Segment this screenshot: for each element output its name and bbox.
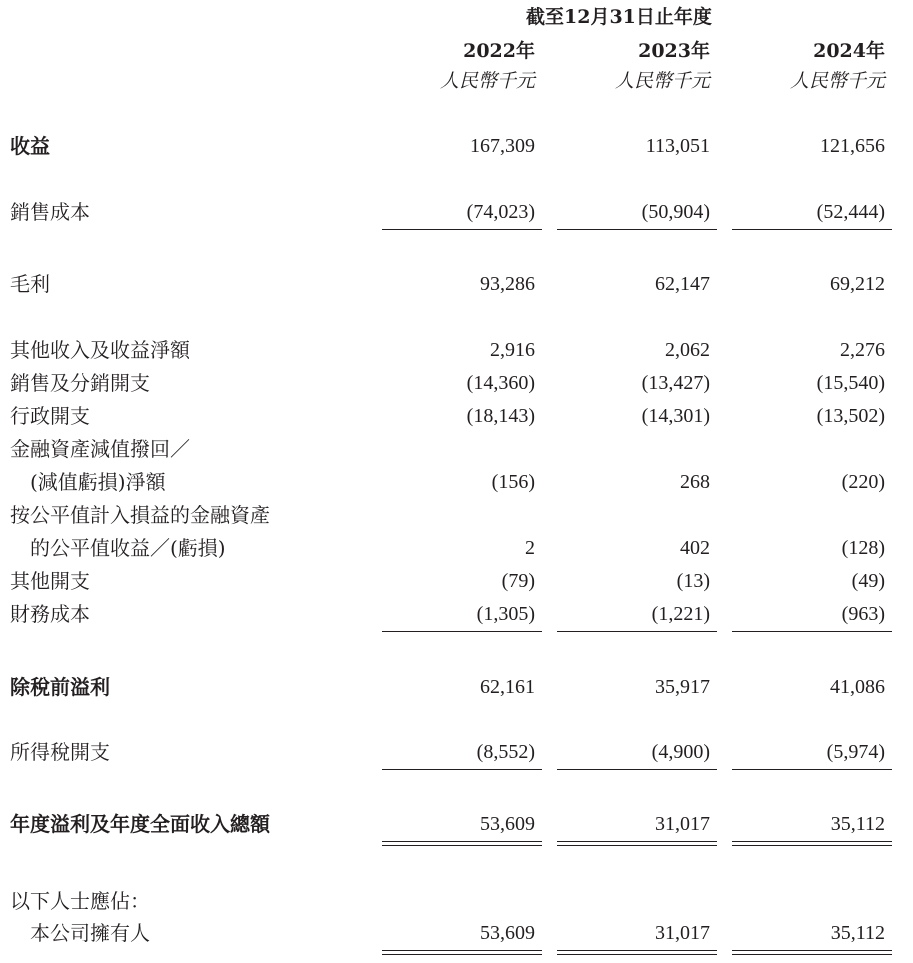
row-label: 年度溢利及年度全面收入總額 bbox=[10, 812, 270, 836]
value-2022: 53,609 bbox=[480, 922, 535, 944]
row-owners-of-company bbox=[0, 918, 913, 948]
row-other-income bbox=[0, 335, 913, 365]
row-other-expenses bbox=[0, 566, 913, 596]
total-double-rule bbox=[557, 950, 717, 955]
value-2022: 93,286 bbox=[480, 273, 535, 295]
value-2022: (156) bbox=[491, 471, 535, 493]
row-profit-before-tax bbox=[0, 672, 913, 702]
value-2023: (1,221) bbox=[651, 603, 710, 625]
row-label: 金融資產減值撥回／ bbox=[10, 437, 190, 461]
row-label: 除稅前溢利 bbox=[10, 675, 110, 699]
value-2022: (74,023) bbox=[466, 201, 535, 223]
value-2024: (128) bbox=[841, 537, 885, 559]
value-2022: (18,143) bbox=[466, 405, 535, 427]
total-double-rule bbox=[382, 841, 542, 846]
row-gross-profit bbox=[0, 269, 913, 299]
row-label: 本公司擁有人 bbox=[30, 921, 150, 945]
value-2024: (5,974) bbox=[826, 741, 885, 763]
value-2024: 121,656 bbox=[820, 135, 885, 157]
row-label: 收益 bbox=[10, 134, 50, 158]
value-2023: 31,017 bbox=[655, 813, 710, 835]
row-finance-costs bbox=[0, 599, 913, 629]
value-2024: (220) bbox=[841, 471, 885, 493]
value-2022: 2,916 bbox=[490, 339, 535, 361]
unit-2022: 人民幣千元 bbox=[439, 70, 535, 92]
row-admin-expenses bbox=[0, 401, 913, 431]
total-double-rule bbox=[382, 950, 542, 955]
row-label: 所得稅開支 bbox=[10, 740, 110, 764]
value-2022: 53,609 bbox=[480, 813, 535, 835]
value-2023: 31,017 bbox=[655, 922, 710, 944]
value-2023: (50,904) bbox=[641, 201, 710, 223]
row-label: 行政開支 bbox=[10, 404, 90, 428]
total-double-rule bbox=[732, 841, 892, 846]
year-2024-heading: 2024年 bbox=[813, 40, 885, 62]
row-label: 其他開支 bbox=[10, 569, 90, 593]
year-2023-heading: 2023年 bbox=[638, 40, 710, 62]
unit-2024: 人民幣千元 bbox=[789, 70, 885, 92]
row-cost-of-sales bbox=[0, 197, 913, 227]
row-impairment-label bbox=[0, 434, 913, 464]
row-profit-for-year bbox=[0, 809, 913, 839]
period-heading: 截至12月31日止年度 bbox=[526, 6, 712, 28]
value-2023: (4,900) bbox=[651, 741, 710, 763]
value-2022: 62,161 bbox=[480, 676, 535, 698]
row-label: 以下人士應佔： bbox=[10, 889, 150, 913]
row-income-tax bbox=[0, 737, 913, 767]
value-2022: (14,360) bbox=[466, 372, 535, 394]
value-2023: 113,051 bbox=[645, 135, 710, 157]
value-2024: 69,212 bbox=[830, 273, 885, 295]
value-2023: 268 bbox=[680, 471, 710, 493]
year-2022-heading: 2022年 bbox=[463, 40, 535, 62]
value-2024: (963) bbox=[841, 603, 885, 625]
value-2024: 2,276 bbox=[840, 339, 885, 361]
row-fvtpl-label bbox=[0, 500, 913, 530]
row-label: 的公平值收益／(虧損) bbox=[30, 536, 226, 560]
subtotal-rule bbox=[557, 229, 717, 230]
value-2023: 62,147 bbox=[655, 273, 710, 295]
row-label: 銷售及分銷開支 bbox=[10, 371, 150, 395]
value-2023: (13,427) bbox=[641, 372, 710, 394]
subtotal-rule bbox=[382, 769, 542, 770]
row-label: 財務成本 bbox=[10, 602, 90, 626]
value-2023: (14,301) bbox=[641, 405, 710, 427]
value-2023: (13) bbox=[676, 570, 710, 592]
row-impairment bbox=[0, 467, 913, 497]
value-2022: (8,552) bbox=[476, 741, 535, 763]
row-label: (減值虧損)淨額 bbox=[30, 470, 166, 494]
row-label: 其他收入及收益淨額 bbox=[10, 338, 190, 362]
row-fvtpl bbox=[0, 533, 913, 563]
row-attributable-to bbox=[0, 886, 913, 916]
value-2022: (1,305) bbox=[476, 603, 535, 625]
subtotal-rule bbox=[382, 229, 542, 230]
row-label: 銷售成本 bbox=[10, 200, 90, 224]
row-revenue bbox=[0, 131, 913, 161]
value-2023: 2,062 bbox=[665, 339, 710, 361]
subtotal-rule bbox=[732, 631, 892, 632]
row-label: 按公平值計入損益的金融資產 bbox=[10, 503, 270, 527]
unit-2023: 人民幣千元 bbox=[614, 70, 710, 92]
total-double-rule bbox=[732, 950, 892, 955]
value-2022: 167,309 bbox=[470, 135, 535, 157]
total-double-rule bbox=[557, 841, 717, 846]
subtotal-rule bbox=[732, 769, 892, 770]
row-label: 毛利 bbox=[10, 272, 50, 296]
subtotal-rule bbox=[382, 631, 542, 632]
value-2024: (52,444) bbox=[816, 201, 885, 223]
value-2024: 35,112 bbox=[830, 922, 885, 944]
subtotal-rule bbox=[557, 769, 717, 770]
value-2024: (49) bbox=[851, 570, 885, 592]
value-2024: (13,502) bbox=[816, 405, 885, 427]
subtotal-rule bbox=[557, 631, 717, 632]
value-2022: 2 bbox=[525, 537, 535, 559]
subtotal-rule bbox=[732, 229, 892, 230]
value-2023: 35,917 bbox=[655, 676, 710, 698]
value-2024: 41,086 bbox=[830, 676, 885, 698]
row-selling-expenses bbox=[0, 368, 913, 398]
value-2022: (79) bbox=[501, 570, 535, 592]
value-2024: 35,112 bbox=[830, 813, 885, 835]
value-2023: 402 bbox=[680, 537, 710, 559]
value-2024: (15,540) bbox=[816, 372, 885, 394]
